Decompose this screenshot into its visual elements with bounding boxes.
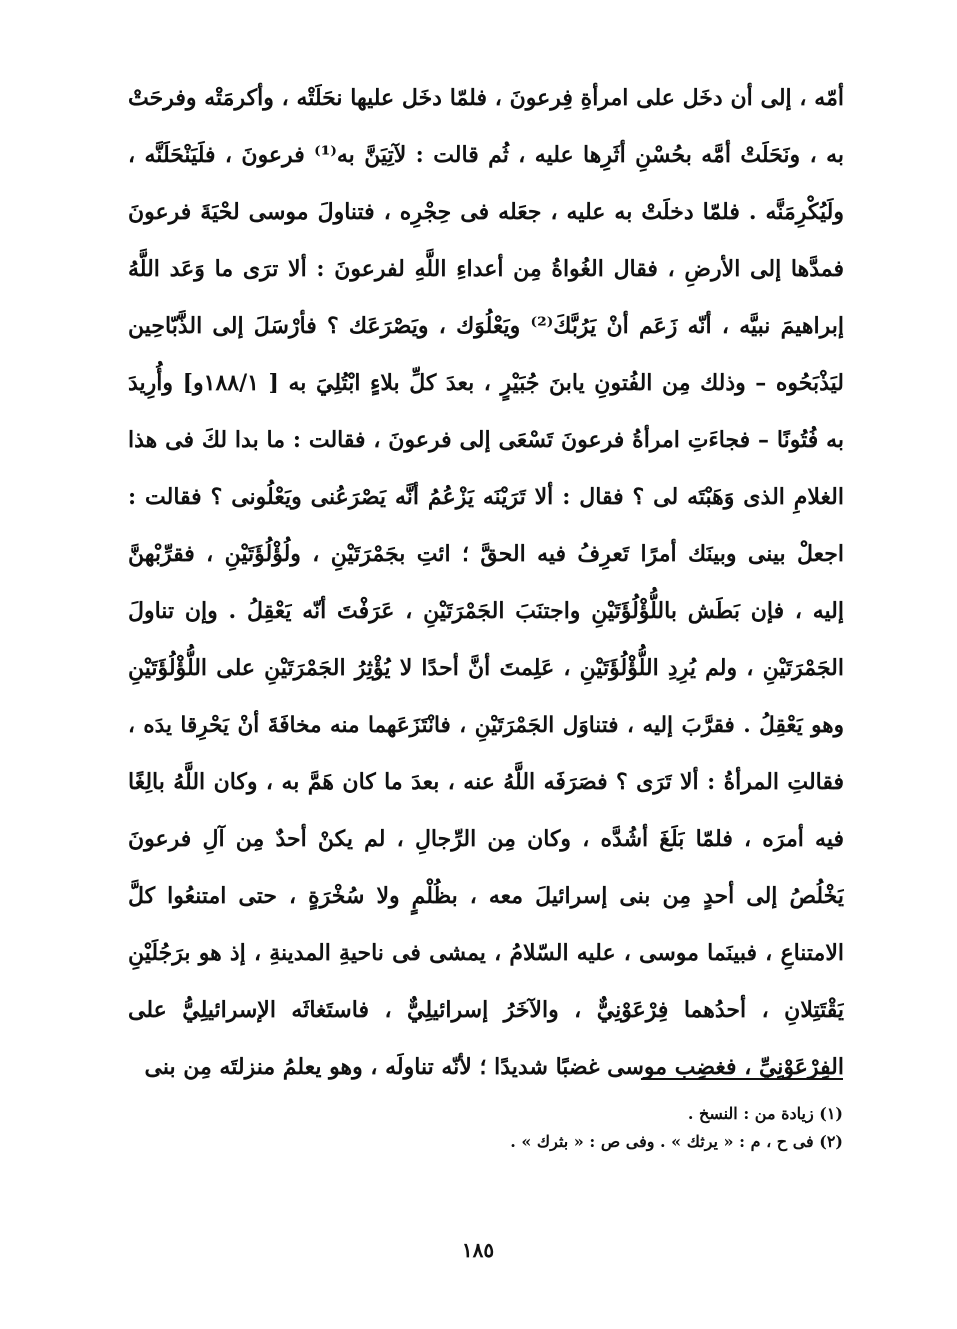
text-line: به ، ونَحَلَتْ أمَّه بحُسْنِ أثَرِها عليه ، ثُم قالت : لآتِيَنَّ به⁽¹⁾ فرعونَ ، فلَيَنْحَلَنَّه ، bbox=[128, 142, 844, 168]
text-line: ليَذْبَحُوه – وذلك مِن الفُتونِ يابنَ جُبَيْرٍ ، بعدَ كلِّ بلاءٍ ابْتُلِيَ به [ ١٨٨/١و] وأُرِيدَ bbox=[128, 370, 844, 396]
text-line: الجَمْرَتَيْنِ ، ولم يُرِدِ اللُّؤْلُؤَتَيْنِ ، عَلِمتَ أنَّ أحدًا لا يُؤْثِرُ الجَمْرَتَيْنِ على اللُّؤْلُؤَتَيْنِ bbox=[128, 655, 844, 681]
text-line: وهو يَعْقِلُ . فقرَّبَ إليه ، فتناوَل الجَمْرَتَيْنِ ، فانْتَزَعَهما منه مخافَةَ أنْ يَحْرِقا يدَه ، bbox=[128, 713, 844, 738]
text-line: اجعلْ بينى وبينَك أمرًا تَعرِفُ فيه الحقَّ ؛ ائتِ بجَمْرَتَيْنِ ، ولُؤْلُؤَتَيْنِ ، فقرِّبْهنَّ bbox=[128, 541, 844, 567]
text-line: أمّه ، إلى أن دخَل على امرأةِ فِرعونَ ، فلمّا دخَل عليها نحَلَتْه ، وأكرمَتْه وفرحَتْ bbox=[128, 85, 844, 111]
text-line: إليه ، فإن بَطَش باللُّؤْلُؤَتَيْنِ واجتنَبَ الجَمْرَتَيْنِ ، عَرَفْتَ أنّه يَعْقِلُ . وإن تناولَ bbox=[128, 598, 844, 624]
footnote-2: (٢) فى ح ، م : « يرثك » . وفى ص : « بثرك » . bbox=[510, 1132, 843, 1151]
text-line: فمدَّها إلى الأرضِ ، فقال الغُواةُ مِن أعداءِ اللَّهِ لفرعونَ : ألا ترَى ما وَعَد اللَّهُ bbox=[128, 256, 844, 282]
text-line: يَخْلُصُ إلى أحدٍ مِن بنى إسرائيلَ معه ، بظُلْمٍ ولا سُخْرَةٍ ، حتى امتنعُوا كلَّ bbox=[128, 883, 844, 909]
text-line: الغلامِ الذى وَهَبْتَه لى ؟ فقال : ألا تَرَيْنَه يَزْعُمُ أنَّه يَصْرَعُنى ويَعْلُونى ؟ فقالت : bbox=[128, 484, 844, 510]
footnote-1: (١) زيادة من : النسخ . bbox=[687, 1104, 843, 1123]
text-line: فقالتِ المرأةُ : ألا تَرَى ؟ فصَرَفَه اللَّهُ عنه ، بعدَ ما كان هَمَّ به ، وكان اللَّهُ بالِغًا bbox=[128, 769, 844, 795]
text-line: الفِرْعَوْنِيِّ ، فغضِب موسى غضبًا شديدًا ؛ لأنّه تناولَه ، وهو يعلمُ منزلتَه مِن بنى bbox=[144, 1054, 844, 1080]
footnotes bbox=[430, 1100, 843, 1156]
footnote-separator bbox=[641, 1078, 843, 1080]
text-line: إبراهيمَ نبيَّه ، أنّه زَعَم أنْ يَرُبَّكَ⁽²⁾ ويَعْلُوَك ، ويَصْرَعَك ؟ فأرْسَلَ إلى الذَّبّاحِين bbox=[128, 313, 844, 339]
text-line: يَقْتَتِلانِ ، أحدُهما فِرْعَوْنِيٌّ ، والآخَرُ إسرائيلِيٌّ ، فاستَغاثَه الإسرائيلِيُّ على bbox=[128, 997, 844, 1023]
page-number: ١٨٥ bbox=[461, 1238, 495, 1262]
text-line: فيه أمرَه ، فلمّا بَلَغَ أشُدَّه ، وكان مِن الرِّجالِ ، لم يكنْ أحدٌ مِن آلِ فرعونَ bbox=[128, 826, 844, 852]
main-text-block bbox=[128, 70, 844, 1096]
text-line: ولَيُكْرِمَنَّه . فلمّا دخلَتْ به عليه ، جعَله فى حِجْرِه ، فتناولَ موسى لحْيَةَ فرعونَ bbox=[128, 199, 844, 225]
text-line: الامتناعِ ، فبينَما موسى ، عليه السّلامُ ، يمشى فى ناحيةِ المدينةِ ، إذ هو برَجُلَيْنِ bbox=[128, 940, 844, 966]
text-line: به فُتُونًا – فجاءَتِ امرأةُ فرعونَ تَسْعَى إلى فرعونَ ، فقالت : ما بدا لكَ فى هذا bbox=[128, 427, 844, 453]
